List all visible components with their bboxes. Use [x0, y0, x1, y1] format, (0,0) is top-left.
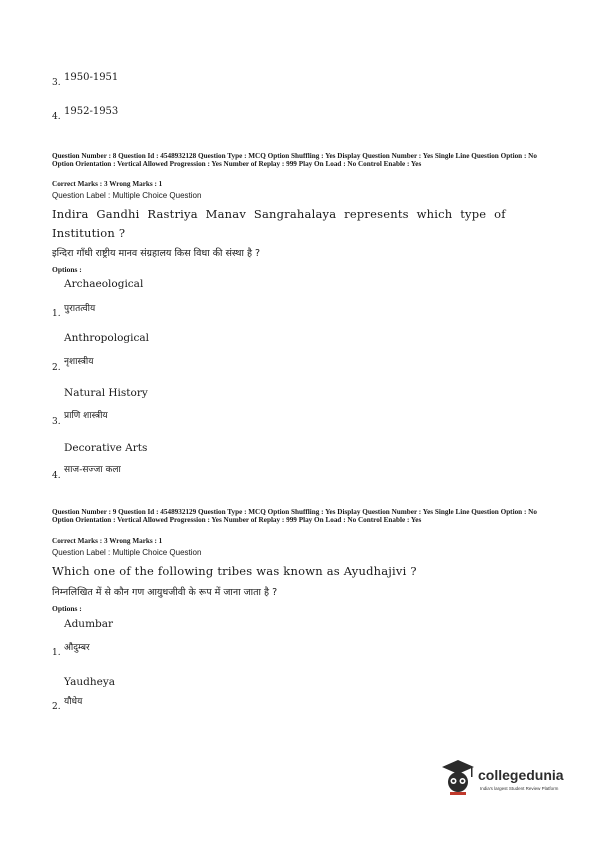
option-english: Anthropological: [64, 332, 149, 344]
logo-name: collegedunia: [478, 767, 564, 783]
options-heading: Options :: [52, 604, 82, 613]
question-meta: Question Number : 8 Question Id : 4548932128 Question Type : MCQ Option Shuffling : Yes Display Question Number : Yes Single Line Question Option : No Option Orientation : Vertical Allowed Progression : Yes Number of Replay : 999 Play On Load : No Control Enable : Yes: [52, 152, 537, 169]
logo-tagline: India's largest Student Review Platform: [480, 786, 559, 791]
option-hindi: औदुम्बर: [64, 643, 90, 653]
option-english: Adumbar: [64, 618, 114, 630]
question-label: Question Label : Multiple Choice Question: [52, 548, 202, 557]
option-hindi: साज-सज्जा कला: [64, 465, 121, 475]
option-number: 3.: [52, 78, 61, 88]
option-english: Natural History: [64, 387, 148, 399]
option-number: 4.: [52, 112, 61, 122]
option-number: 1.: [52, 309, 61, 319]
option-hindi: नृशास्त्रीय: [64, 357, 94, 367]
question-text-hindi: इन्दिरा गाँधी राष्ट्रीय मानव संग्रहालय किस विधा की संस्था है ?: [52, 248, 261, 259]
collegedunia-logo: [440, 758, 570, 798]
logo-icon: [440, 758, 476, 798]
option-hindi: यौधेय: [64, 697, 83, 707]
option-number: 3.: [52, 417, 61, 427]
option-number: 2.: [52, 702, 61, 712]
marks-info: Correct Marks : 3 Wrong Marks : 1: [52, 537, 163, 545]
marks-info: Correct Marks : 3 Wrong Marks : 1: [52, 180, 163, 188]
option-number: 2.: [52, 363, 61, 373]
option-number: 1.: [52, 648, 61, 658]
option-text: 1952-1953: [64, 106, 119, 117]
options-heading: Options :: [52, 265, 82, 274]
question-label: Question Label : Multiple Choice Question: [52, 191, 202, 200]
option-english: Yaudheya: [64, 676, 116, 688]
option-number: 4.: [52, 471, 61, 481]
option-hindi: पुरातत्वीय: [64, 304, 96, 314]
option-english: Archaeological: [64, 278, 144, 290]
option-text: 1950-1951: [64, 72, 119, 83]
question-text-hindi: निम्नलिखित में से कौन गण आयुधजीवी के रूप में जाना जाता है ?: [52, 587, 278, 598]
option-hindi: प्राणि शास्त्रीय: [64, 411, 108, 421]
question-text-line1: Indira Gandhi Rastriya Manav Sangrahalaya represents which type of: [52, 207, 506, 221]
option-english: Decorative Arts: [64, 442, 148, 454]
question-text-line2: Institution ?: [52, 226, 126, 240]
question-meta: Question Number : 9 Question Id : 4548932129 Question Type : MCQ Option Shuffling : Yes Display Question Number : Yes Single Line Question Option : No Option Orientation : Vertical Allowed Progression : Yes Number of Replay : 999 Play On Load : No Control Enable : Yes: [52, 508, 537, 525]
question-text: Which one of the following tribes was known as Ayudhajivi ?: [52, 564, 417, 578]
